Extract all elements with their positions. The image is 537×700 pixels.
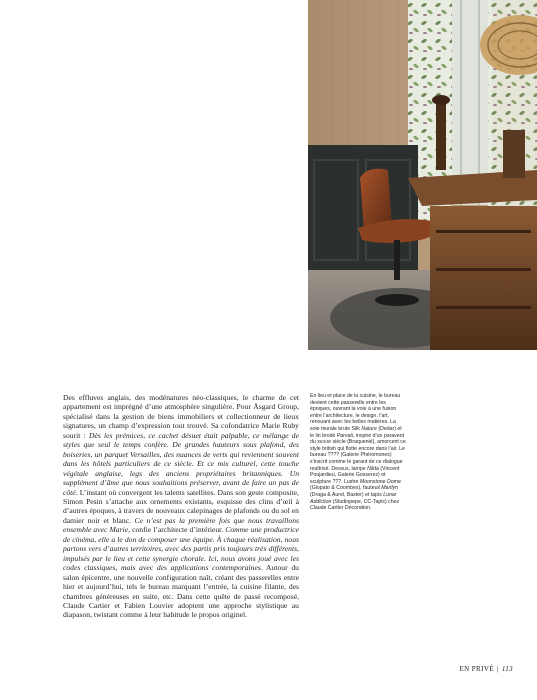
caption-product-name: Nature — [361, 425, 377, 432]
body-quote: Comme une productrice de cinéma, elle a le don de composer une équipe. À chaque réalisation, nous partons vers d’autres territoires, avec des partis pris toujours très différents, impulsés par le lieu et cette synergie chorale. Ici, nous avons joué avec les codes classiques, mais avec des applications contemporaines. — [63, 525, 299, 573]
body-quote: Dès les prémices, ce cachet désuet était palpable, ce mélange de styles que seul le temps confère. De grandes hauteurs sous plafond, des boiseries, un parquet Versailles, des nuances de verts qui reviennent souvent dans les hôtels particuliers de ce siècle. Et ce mix culturel, cette touche végétale anglaise, legs des anciens propriétaires britanniques. Un supplément d’âme que nous souhaitions préserver, avant de faire un pas de côté. — [63, 430, 299, 497]
photo-caption — [310, 393, 406, 512]
caption-segment: (Vincent Poujardieu, Galerie Gosserez) et sculpture ???. Lustre — [310, 465, 400, 485]
caption-product-name: Lunar Addiction — [310, 491, 397, 505]
caption-segment: , inspiré d’un paravent du xvııııe siècle (Braquenié), amorcent ce style british qui flotte encore dans l’air. Le bureau ???? (Galerie Phéromones) s’inscrit comme le garant de ce dialogue maîtrisé. Dessus, lampe — [310, 432, 406, 472]
body-quote: Ce n’est pas la première fois que nous travaillons ensemble avec Marie, — [63, 515, 299, 535]
interior-photo — [308, 0, 537, 350]
caption-product-name: Nilda — [367, 465, 379, 472]
caption-segment: (Dedar) et le lin brodé — [310, 425, 402, 439]
section-name: EN PRIVÉ — [459, 665, 494, 673]
caption-segment: (Giopato & Coombes), fauteuil — [310, 485, 382, 492]
body-segment: L’instant où convergent les talents satellites. Dans son geste composite, Simon Pesin s’attache aux ornements existants, esquisse des clins d’œil à d’autres époques, à travers de nouveaux calepinages de plafonds ou du sol en damier noir et blanc. — [63, 487, 299, 525]
page-number: 113 — [501, 665, 513, 673]
body-segment: confie l’architecte d’intérieur. — [129, 525, 226, 535]
caption-product-name: Parvati — [336, 432, 353, 439]
caption-product-name: Moonstone Dome — [359, 478, 401, 485]
caption-segment: (Studiopepe, CC-Tapis) chez Claude Cartier Décoration. — [310, 498, 400, 512]
body-segment: Autour du salon épicentre, une nouvelle configuration naît, créant des passerelles entre hier et aujourd’hui, tels le bureau marquant l’entrée, la cuisine filante, des chambres généreuses en suite, etc. Dans cette quête de passé recomposé, Claude Cartier et Fabien Louvier adoptent une approche stylistique au diapason, twistant comme à leur habitude le propos originel. — [63, 563, 299, 620]
body-segment: Des effluves anglais, des modénatures néo-classiques, le charme de cet appartement est imprégné d’une atmosphère singulière. Pour Åsgard Group, spécialisé dans la gestion de biens immobiliers et collectionneur de lieux signatures, un champ d’expression tout trouvé. Sa cofondatrice Marie Ruby sourit : — [63, 393, 299, 440]
article-body — [63, 393, 299, 620]
caption-segment: En lieu et place de la cuisine, le bureau devient cette passerelle entre les époques, ouvrant la voie à une fusion entre l’architecture, le design, l’art, renouant avec les belles matières. La soie murale brute Silk — [310, 393, 401, 432]
caption-segment: (Draga & Aurel, Baxter) et tapis — [310, 491, 384, 498]
footer-separator: | — [497, 665, 499, 673]
caption-product-name: Marilyn — [381, 485, 398, 492]
page-footer — [459, 665, 513, 673]
